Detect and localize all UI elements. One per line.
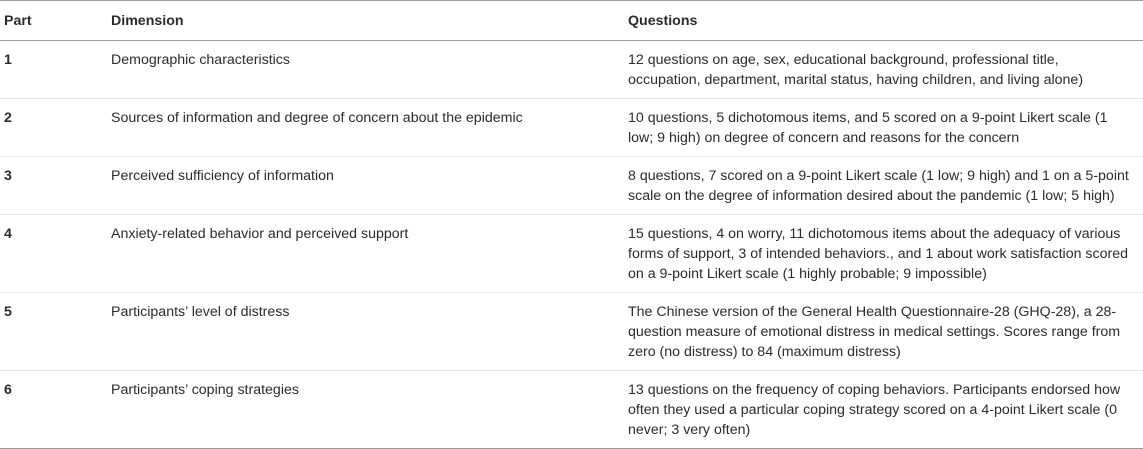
cell-part: 6 bbox=[4, 382, 12, 398]
cell-dimension: Participants’ coping strategies bbox=[111, 382, 299, 398]
table-row bbox=[0, 215, 1143, 293]
cell-questions: 10 questions, 5 dichotomous items, and 5 scored on a 9-point Likert scale (1 low; 9 high) on degree of concern and reasons for the concern bbox=[628, 110, 1108, 146]
cell-questions: 13 questions on the frequency of coping behaviors. Participants endorsed how often they used a particular coping strategy scored on a 4-point Likert scale (0 never; 3 very often) bbox=[628, 382, 1121, 438]
cell-dimension: Sources of information and degree of concern about the epidemic bbox=[111, 110, 523, 126]
cell-dimension: Demographic characteristics bbox=[111, 52, 290, 68]
cell-part: 4 bbox=[4, 226, 12, 242]
cell-questions: 12 questions on age, sex, educational background, professional title, occupation, department, marital status, having children, and living alone) bbox=[628, 52, 1084, 88]
table-row bbox=[0, 99, 1143, 157]
table-row bbox=[0, 293, 1143, 371]
header-row bbox=[0, 1, 1143, 41]
table-header bbox=[0, 1, 1143, 41]
header-questions: Questions bbox=[628, 12, 698, 29]
header-dimension: Dimension bbox=[111, 12, 184, 29]
cell-dimension: Anxiety-related behavior and perceived support bbox=[111, 226, 409, 242]
cell-questions: 15 questions, 4 on worry, 11 dichotomous items about the adequacy of various forms of support, 3 of intended behaviors., and 1 about work satisfaction scored on a 9-point Likert scale (1 highly probable; 9 impossible) bbox=[628, 226, 1128, 282]
cell-questions: The Chinese version of the General Health Questionnaire-28 (GHQ-28), a 28-question measure of emotional distress in medical settings. Scores range from zero (no distress) to 84 (maximum distress) bbox=[628, 304, 1121, 360]
cell-part: 2 bbox=[4, 110, 12, 126]
table-body bbox=[0, 41, 1143, 449]
table-row bbox=[0, 371, 1143, 449]
table-row bbox=[0, 157, 1143, 215]
cell-part: 3 bbox=[4, 168, 12, 184]
cell-part: 5 bbox=[4, 304, 12, 320]
cell-dimension: Perceived sufficiency of information bbox=[111, 168, 334, 184]
cell-part: 1 bbox=[4, 52, 12, 68]
cell-dimension: Participants’ level of distress bbox=[111, 304, 290, 320]
header-part: Part bbox=[4, 12, 32, 29]
cell-questions: 8 questions, 7 scored on a 9-point Likert scale (1 low; 9 high) and 1 on a 5-point scale on the degree of information desired about the pandemic (1 low; 5 high) bbox=[628, 168, 1129, 204]
table-row bbox=[0, 41, 1143, 99]
